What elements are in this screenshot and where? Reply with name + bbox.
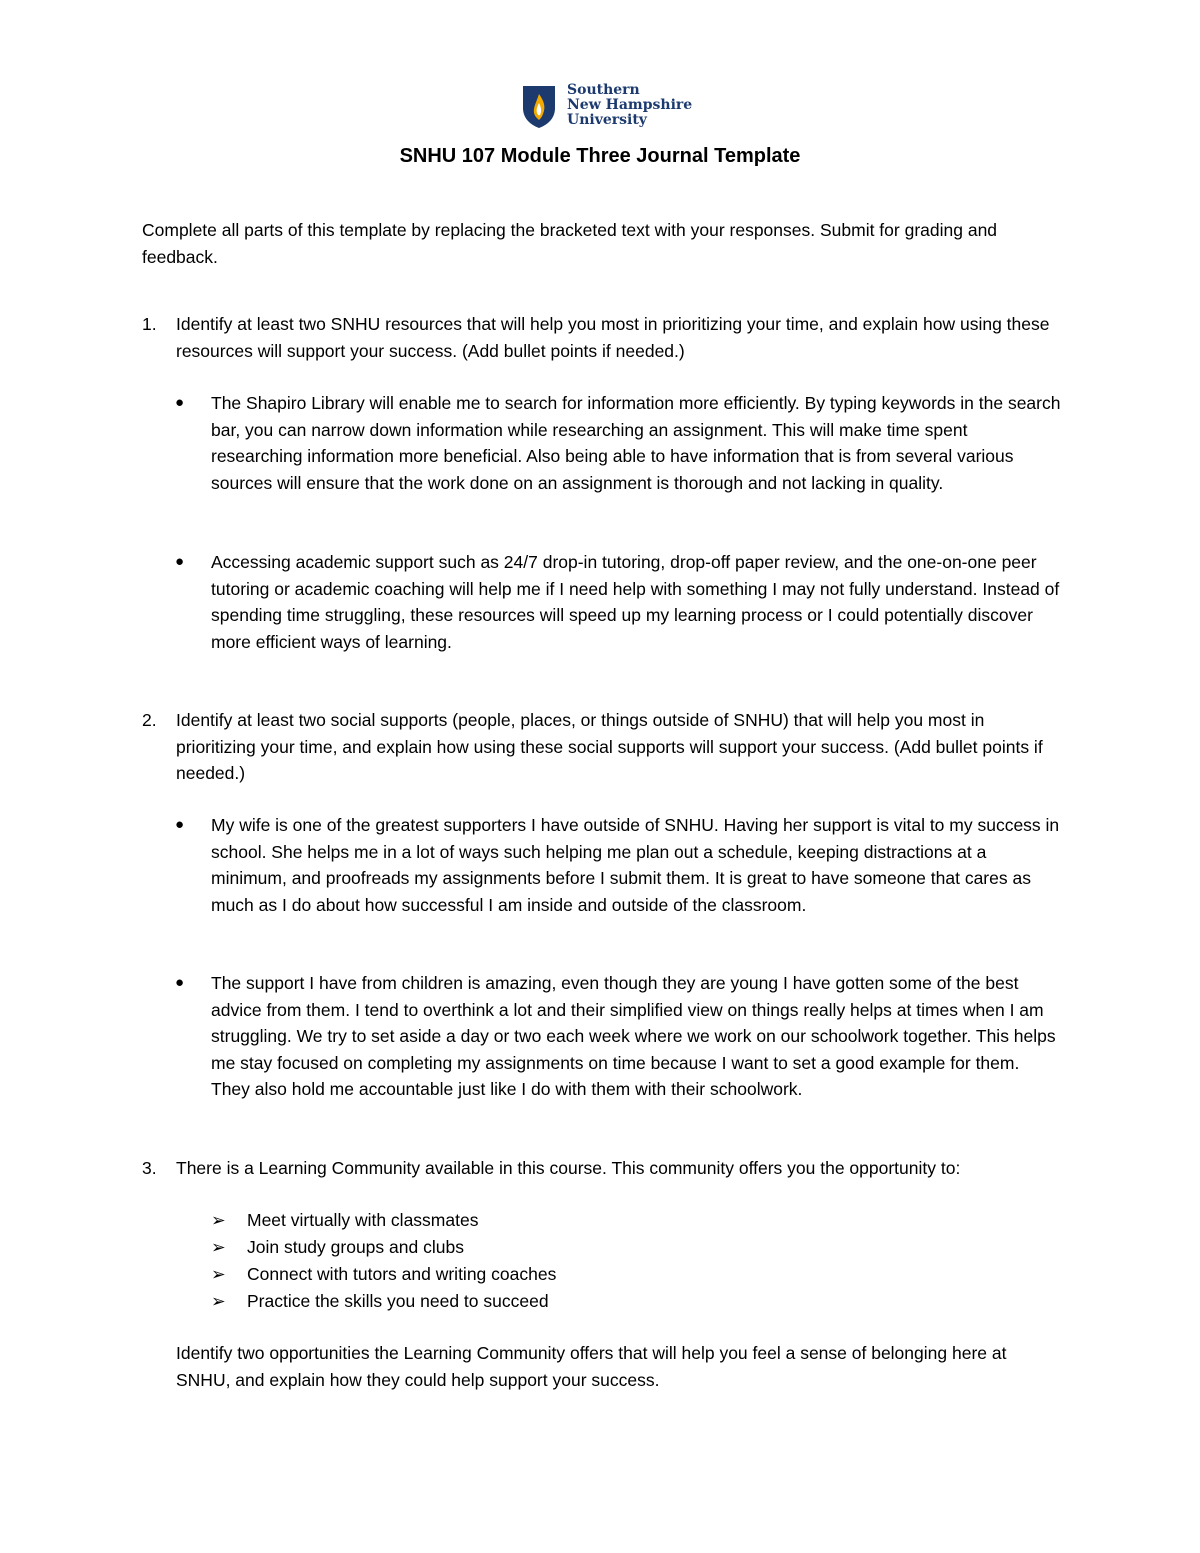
list-item-text: Meet virtually with classmates [247, 1210, 479, 1230]
logo-line-1: Southern [567, 82, 640, 98]
arrow-bullet-icon: ➢ [211, 1237, 226, 1257]
list-item-text: Connect with tutors and writing coaches [247, 1264, 557, 1284]
arrow-bullet-icon: ➢ [211, 1210, 226, 1230]
question-number: 3. [142, 1158, 157, 1178]
question-number: 2. [142, 710, 157, 730]
bullet-icon: ● [175, 394, 185, 411]
arrow-bullet-icon: ➢ [211, 1291, 226, 1311]
bullet-icon: ● [175, 816, 185, 833]
question-number: 1. [142, 314, 157, 334]
intro-paragraph: Complete all parts of this template by replacing the bracketed text with your responses. Submit for grading and feedback. [142, 220, 998, 267]
closing-prompt: Identify two opportunities the Learning Community offers that will help you feel a sense of belonging here at SNHU, and explain how they could help support your success. [176, 1343, 1007, 1390]
question-text: There is a Learning Community available in this course. This community offers you the opportunity to: [176, 1158, 961, 1178]
logo-line-3: University [567, 112, 647, 128]
bullet-text: My wife is one of the greatest supporters I have outside of SNHU. Having her support is vital to my success in school. She helps me in a lot of ways such helping me plan out a schedule, keeping distractions at a minimum, and proofreads my assignments before I submit them. It is great to have someone that cares as much as I do about how successful I am inside and outside of the classroom. [211, 815, 1060, 915]
question-text: Identify at least two SNHU resources that will help you most in prioritizing your time, and explain how using these resources will support your success. (Add bullet points if needed.) [176, 314, 1050, 361]
bullet-text: Accessing academic support such as 24/7 drop-in tutoring, drop-off paper review, and the one-on-one peer tutoring or academic coaching will help me if I need help with something I may not fully understand. Instead of spending time struggling, these resources will speed up my learning process or I could potentially discover more efficient ways of learning. [211, 552, 1060, 652]
shield-flame-icon [521, 84, 557, 130]
bullet-icon: ● [175, 974, 185, 991]
bullet-icon: ● [175, 553, 185, 570]
list-item-text: Join study groups and clubs [247, 1237, 464, 1257]
question-text: Identify at least two social supports (people, places, or things outside of SNHU) that will help you most in prioritizing your time, and explain how using these social supports will support your success. (Add bullet points if needed.) [176, 710, 1043, 783]
page-title: SNHU 107 Module Three Journal Template [399, 145, 801, 167]
logo-wordmark [567, 83, 692, 128]
bullet-text: The support I have from children is amazing, even though they are young I have gotten some of the best advice from them. I tend to overthink a lot and their simplified view on things really helps at times when I am struggling. We try to set aside a day or two each week where we work on our schoolwork together. This helps me stay focused on completing my assignments on time because I want to set a good example for them. They also hold me accountable just like I do with them with their schoolwork. [211, 973, 1056, 1099]
arrow-bullet-icon: ➢ [211, 1264, 226, 1284]
bullet-text: The Shapiro Library will enable me to search for information more efficiently. By typing keywords in the search bar, you can narrow down information while researching an assignment. This will make time spent researching information more beneficial. Also being able to have information that is from several various sources will ensure that the work done on an assignment is thorough and not lacking in quality. [211, 393, 1061, 493]
list-item-text: Practice the skills you need to succeed [247, 1291, 549, 1311]
logo-line-2: New Hampshire [567, 97, 693, 113]
snhu-logo [521, 84, 692, 132]
